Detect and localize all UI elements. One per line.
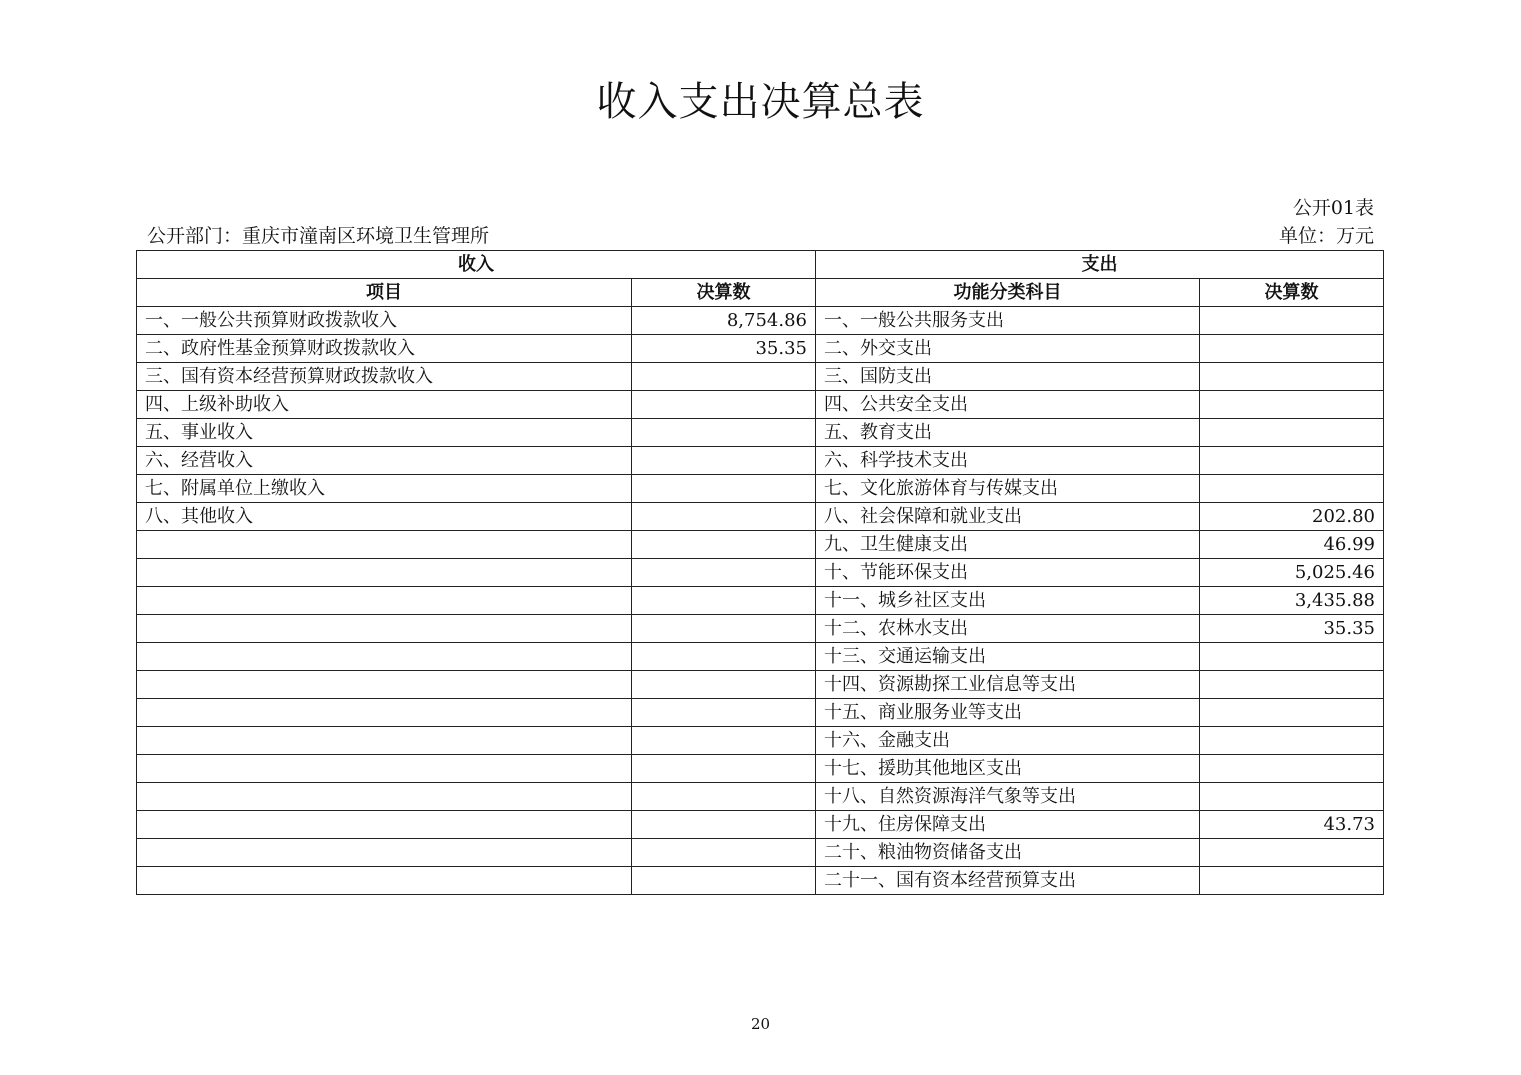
form-number: 公开01表	[1292, 197, 1374, 219]
income-amount-header: 决算数	[632, 279, 816, 307]
income-item-cell	[137, 783, 632, 811]
income-amount-cell	[632, 867, 816, 895]
table-column-header-row	[137, 279, 1384, 307]
table-row	[137, 783, 1384, 811]
table-row	[137, 755, 1384, 783]
expense-item-cell: 十、节能环保支出	[816, 559, 1200, 587]
table-row	[137, 419, 1384, 447]
expense-amount-cell	[1200, 419, 1384, 447]
income-amount-cell	[632, 559, 816, 587]
expense-item-cell: 十九、住房保障支出	[816, 811, 1200, 839]
income-item-cell	[137, 811, 632, 839]
expense-amount-cell: 43.73	[1200, 811, 1384, 839]
expense-amount-cell	[1200, 363, 1384, 391]
table-row	[137, 615, 1384, 643]
expense-item-cell: 二、外交支出	[816, 335, 1200, 363]
expense-amount-cell	[1200, 447, 1384, 475]
income-amount-cell: 35.35	[632, 335, 816, 363]
table-row	[137, 335, 1384, 363]
table-body	[137, 307, 1384, 895]
income-item-cell: 八、其他收入	[137, 503, 632, 531]
income-amount-cell	[632, 811, 816, 839]
income-amount-cell	[632, 643, 816, 671]
table-row	[137, 727, 1384, 755]
expense-amount-cell: 202.80	[1200, 503, 1384, 531]
expense-amount-cell: 5,025.46	[1200, 559, 1384, 587]
expense-amount-cell	[1200, 699, 1384, 727]
expense-group-header: 支出	[816, 251, 1384, 279]
expense-item-cell: 一、一般公共服务支出	[816, 307, 1200, 335]
expense-item-cell: 十四、资源勘探工业信息等支出	[816, 671, 1200, 699]
income-item-cell	[137, 531, 632, 559]
expense-item-cell: 十二、农林水支出	[816, 615, 1200, 643]
expense-item-cell: 十六、金融支出	[816, 727, 1200, 755]
table-row	[137, 699, 1384, 727]
table-row	[137, 587, 1384, 615]
income-amount-cell	[632, 755, 816, 783]
unit-label: 单位：万元	[1278, 225, 1374, 247]
table-row	[137, 503, 1384, 531]
expense-amount-cell	[1200, 307, 1384, 335]
expense-amount-cell	[1200, 755, 1384, 783]
department-label: 公开部门：重庆市潼南区环境卫生管理所	[147, 225, 490, 247]
expense-item-cell: 九、卫生健康支出	[816, 531, 1200, 559]
expense-amount-cell	[1200, 727, 1384, 755]
income-item-cell: 四、上级补助收入	[137, 391, 632, 419]
table-row	[137, 475, 1384, 503]
income-item-cell	[137, 643, 632, 671]
income-amount-cell: 8,754.86	[632, 307, 816, 335]
expense-amount-cell	[1200, 643, 1384, 671]
table-row	[137, 839, 1384, 867]
income-item-cell: 七、附属单位上缴收入	[137, 475, 632, 503]
income-item-cell	[137, 671, 632, 699]
expense-item-cell: 三、国防支出	[816, 363, 1200, 391]
income-item-cell: 二、政府性基金预算财政拨款收入	[137, 335, 632, 363]
income-item-cell	[137, 867, 632, 895]
income-amount-cell	[632, 587, 816, 615]
expense-amount-cell	[1200, 839, 1384, 867]
expense-amount-cell	[1200, 391, 1384, 419]
income-amount-cell	[632, 727, 816, 755]
income-amount-cell	[632, 419, 816, 447]
income-amount-cell	[632, 391, 816, 419]
income-amount-cell	[632, 363, 816, 391]
expense-item-cell: 十三、交通运输支出	[816, 643, 1200, 671]
table-row	[137, 447, 1384, 475]
income-group-header: 收入	[137, 251, 816, 279]
expense-item-cell: 七、文化旅游体育与传媒支出	[816, 475, 1200, 503]
table-row	[137, 531, 1384, 559]
expense-item-cell: 十一、城乡社区支出	[816, 587, 1200, 615]
table-row	[137, 363, 1384, 391]
table-group-header-row	[137, 251, 1384, 279]
table-row	[137, 671, 1384, 699]
page-number: 20	[750, 1015, 771, 1033]
income-item-cell	[137, 727, 632, 755]
income-item-cell: 六、经营收入	[137, 447, 632, 475]
income-item-header: 项目	[137, 279, 632, 307]
expense-amount-cell	[1200, 783, 1384, 811]
income-item-cell	[137, 839, 632, 867]
income-item-cell	[137, 699, 632, 727]
income-item-cell	[137, 587, 632, 615]
expense-item-cell: 二十一、国有资本经营预算支出	[816, 867, 1200, 895]
expense-amount-cell	[1200, 335, 1384, 363]
income-amount-cell	[632, 783, 816, 811]
income-item-cell: 三、国有资本经营预算财政拨款收入	[137, 363, 632, 391]
income-amount-cell	[632, 615, 816, 643]
expense-item-cell: 二十、粮油物资储备支出	[816, 839, 1200, 867]
table-row	[137, 811, 1384, 839]
expense-amount-cell: 35.35	[1200, 615, 1384, 643]
expense-item-cell: 四、公共安全支出	[816, 391, 1200, 419]
table-row	[137, 867, 1384, 895]
expense-item-cell: 六、科学技术支出	[816, 447, 1200, 475]
income-item-cell	[137, 559, 632, 587]
table-row	[137, 307, 1384, 335]
income-item-cell	[137, 615, 632, 643]
expense-amount-header: 决算数	[1200, 279, 1384, 307]
table-row	[137, 391, 1384, 419]
table-row	[137, 643, 1384, 671]
income-amount-cell	[632, 839, 816, 867]
expense-item-cell: 五、教育支出	[816, 419, 1200, 447]
expense-item-cell: 八、社会保障和就业支出	[816, 503, 1200, 531]
expense-item-header: 功能分类科目	[816, 279, 1200, 307]
expense-amount-cell	[1200, 475, 1384, 503]
income-item-cell: 一、一般公共预算财政拨款收入	[137, 307, 632, 335]
expense-amount-cell: 46.99	[1200, 531, 1384, 559]
expense-amount-cell	[1200, 867, 1384, 895]
expense-amount-cell: 3,435.88	[1200, 587, 1384, 615]
expense-item-cell: 十七、援助其他地区支出	[816, 755, 1200, 783]
expense-item-cell: 十八、自然资源海洋气象等支出	[816, 783, 1200, 811]
income-amount-cell	[632, 531, 816, 559]
expense-item-cell: 十五、商业服务业等支出	[816, 699, 1200, 727]
income-amount-cell	[632, 503, 816, 531]
income-amount-cell	[632, 447, 816, 475]
income-expense-table	[136, 250, 1384, 895]
income-amount-cell	[632, 671, 816, 699]
income-amount-cell	[632, 475, 816, 503]
income-amount-cell	[632, 699, 816, 727]
expense-amount-cell	[1200, 671, 1384, 699]
income-item-cell	[137, 755, 632, 783]
table-row	[137, 559, 1384, 587]
income-item-cell: 五、事业收入	[137, 419, 632, 447]
page-title: 收入支出决算总表	[596, 79, 925, 125]
